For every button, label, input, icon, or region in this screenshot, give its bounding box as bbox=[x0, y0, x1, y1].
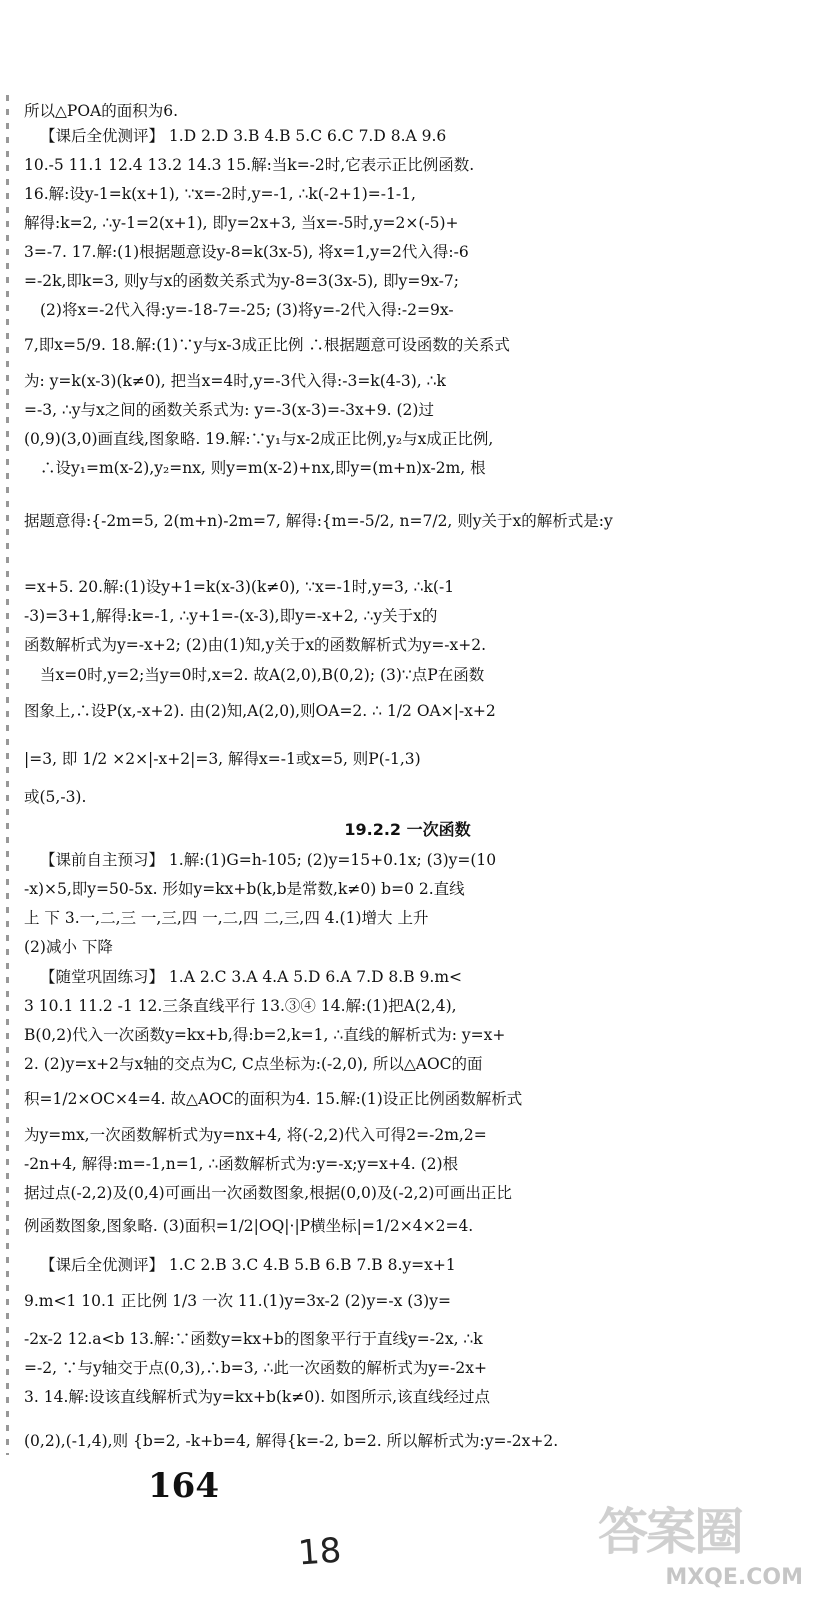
text-line: 【随堂巩固练习】 1.A 2.C 3.A 4.A 5.D 6.A 7.D 8.B 9.m< bbox=[40, 968, 463, 986]
text-line: 2. (2)y=x+2与x轴的交点为C, C点坐标为:(-2,0), 所以△AOC的面 bbox=[24, 1055, 483, 1073]
text-line: -2n+4, 解得:m=-1,n=1, ∴函数解析式为:y=-x;y=x+4. (2)根 bbox=[24, 1155, 459, 1173]
text-line: B(0,2)代入一次函数y=kx+b,得:b=2,k=1, ∴直线的解析式为: y=x+ bbox=[24, 1026, 506, 1044]
text-line: =x+5. 20.解:(1)设y+1=k(x-3)(k≠0), ∵x=-1时,y=3, ∴k(-1 bbox=[24, 578, 455, 596]
text-line: 据题意得:{-2m=5, 2(m+n)-2m=7, 解得:{m=-5/2, n=7/2, 则y关于x的解析式是:y bbox=[24, 512, 613, 530]
text-line: 为: y=k(x-3)(k≠0), 把当x=4时,y=-3代入得:-3=k(4-3), ∴k bbox=[24, 372, 446, 390]
handwritten-note: 18 bbox=[296, 1530, 343, 1574]
text-line: (0,2),(-1,4),则 {b=2, -k+b=4, 解得{k=-2, b=2. 所以解析式为:y=-2x+2. bbox=[24, 1432, 559, 1450]
text-line: 所以△POA的面积为6. bbox=[24, 102, 179, 120]
watermark bbox=[598, 1492, 803, 1592]
text-line: (2)减小 下降 bbox=[24, 938, 113, 956]
text-line: -3)=3+1,解得:k=-1, ∴y+1=-(x-3),即y=-x+2, ∴y关于x的 bbox=[24, 607, 438, 625]
text-line: |=3, 即 1/2 ×2×|-x+2|=3, 解得x=-1或x=5, 则P(-1,3) bbox=[24, 750, 421, 768]
text-line: 上 下 3.一,二,三 一,三,四 一,二,四 二,三,四 4.(1)增大 上升 bbox=[24, 909, 429, 927]
text-line: 例函数图象,图象略. (3)面积=1/2|OQ|·|P横坐标|=1/2×4×2=4. bbox=[24, 1217, 474, 1235]
text-line: =-3, ∴y与x之间的函数关系式为: y=-3(x-3)=-3x+9. (2)过 bbox=[24, 401, 434, 419]
text-line: (0,9)(3,0)画直线,图象略. 19.解:∵y₁与x-2成正比例,y₂与x成正比例, bbox=[24, 430, 494, 448]
page-number: 164 bbox=[148, 1466, 219, 1506]
text-line: -x)×5,即y=50-5x. 形如y=kx+b(k,b是常数,k≠0) b=0 2.直线 bbox=[24, 880, 465, 898]
text-line: 或(5,-3). bbox=[24, 788, 87, 806]
scan-edge-marks bbox=[6, 95, 9, 1455]
text-line: 函数解析式为y=-x+2; (2)由(1)知,y关于x的函数解析式为y=-x+2. bbox=[24, 636, 487, 654]
text-line: 10.-5 11.1 12.4 13.2 14.3 15.解:当k=-2时,它表示正比例函数. bbox=[24, 156, 475, 174]
text-line: 据过点(-2,2)及(0,4)可画出一次函数图象,根据(0,0)及(-2,2)可画出正比 bbox=[24, 1184, 512, 1202]
text-line: 3 10.1 11.2 -1 12.三条直线平行 13.③④ 14.解:(1)把A(2,4), bbox=[24, 997, 457, 1015]
text-line: ∴设y₁=m(x-2),y₂=nx, 则y=m(x-2)+nx,即y=(m+n)x-2m, 根 bbox=[40, 459, 486, 477]
text-line: 【课前自主预习】 1.解:(1)G=h-105; (2)y=15+0.1x; (3)y=(10 bbox=[40, 851, 497, 869]
text-line: =-2k,即k=3, 则y与x的函数关系式为y-8=3(3x-5), 即y=9x-7; bbox=[24, 272, 459, 290]
text-line: 3=-7. 17.解:(1)根据题意设y-8=k(3x-5), 将x=1,y=2代入得:-6 bbox=[24, 243, 469, 261]
text-line: =-2, ∵与y轴交于点(0,3),∴b=3, ∴此一次函数的解析式为y=-2x+ bbox=[24, 1359, 487, 1377]
text-line: (2)将x=-2代入得:y=-18-7=-25; (3)将y=-2代入得:-2=9x- bbox=[40, 301, 454, 319]
text-line: 9.m<1 10.1 正比例 1/3 一次 11.(1)y=3x-2 (2)y=-x (3)y= bbox=[24, 1292, 451, 1310]
text-line: -2x-2 12.a<b 13.解:∵函数y=kx+b的图象平行于直线y=-2x, ∴k bbox=[24, 1330, 483, 1348]
text-line: 7,即x=5/9. 18.解:(1)∵y与x-3成正比例 ∴根据题意可设函数的关系式 bbox=[24, 336, 510, 354]
watermark-logo: 答案圈 bbox=[598, 1503, 742, 1561]
text-line: 为y=mx,一次函数解析式为y=nx+4, 将(-2,2)代入可得2=-2m,2= bbox=[24, 1126, 487, 1144]
section-heading: 19.2.2 一次函数 bbox=[344, 820, 471, 839]
text-line: 图象上,∴设P(x,-x+2). 由(2)知,A(2,0),则OA=2. ∴ 1/2 OA×|-x+2 bbox=[24, 702, 496, 720]
text-line: 【课后全优测评】 1.C 2.B 3.C 4.B 5.B 6.B 7.B 8.y=x+1 bbox=[40, 1256, 456, 1274]
text-line: 16.解:设y-1=k(x+1), ∵x=-2时,y=-1, ∴k(-2+1)=-1-1, bbox=[24, 185, 416, 203]
text-line: 解得:k=2, ∴y-1=2(x+1), 即y=2x+3, 当x=-5时,y=2×(-5)+ bbox=[24, 214, 459, 232]
text-line: 当x=0时,y=2;当y=0时,x=2. 故A(2,0),B(0,2); (3)∵点P在函数 bbox=[40, 666, 485, 684]
text-line: 积=1/2×OC×4=4. 故△AOC的面积为4. 15.解:(1)设正比例函数解析式 bbox=[24, 1090, 523, 1108]
watermark-text: MXQE.COM bbox=[665, 1565, 803, 1590]
text-line: 3. 14.解:设该直线解析式为y=kx+b(k≠0). 如图所示,该直线经过点 bbox=[24, 1388, 490, 1406]
text-line: 【课后全优测评】 1.D 2.D 3.B 4.B 5.C 6.C 7.D 8.A 9.6 bbox=[40, 127, 447, 145]
